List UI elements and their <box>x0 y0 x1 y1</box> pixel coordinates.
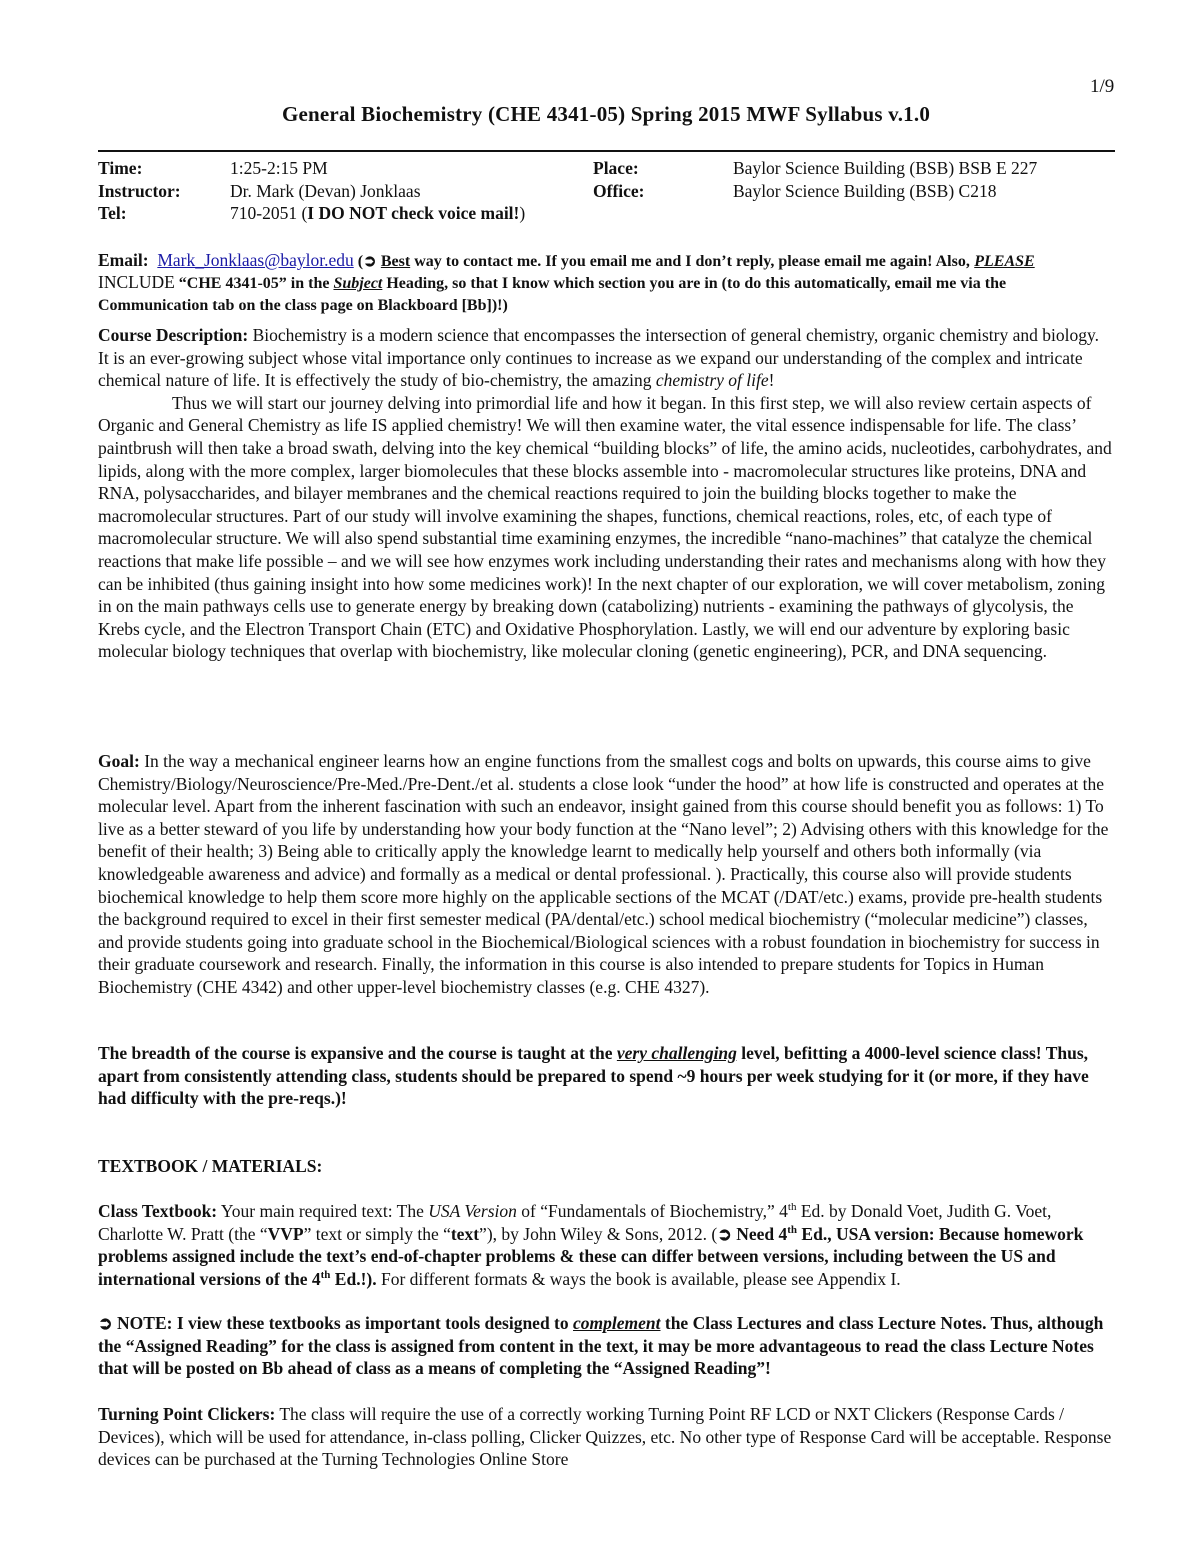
ct-vvp: VVP <box>267 1223 304 1244</box>
breadth-text1: The breadth of the course is expansive and the course is taught at the <box>98 1043 617 1063</box>
place-value: Baylor Science Building (BSB) BSB E 227 <box>733 158 1038 178</box>
course-description <box>98 324 1114 663</box>
ct-need1: ➲ Need 4 <box>717 1223 788 1244</box>
office-label: Office: <box>593 180 645 201</box>
goal-label: Goal: <box>98 751 140 771</box>
arrow-icon: ➲ <box>363 253 377 270</box>
clickers-label: Turning Point Clickers: <box>98 1404 276 1424</box>
email-text1: way to contact me. If you email me and I don’t reply, please email me again! Also, <box>410 253 970 270</box>
document-title: General Biochemistry (CHE 4341-05) Spring 2015 MWF Syllabus v.1.0 <box>281 102 931 126</box>
email-label: Email: <box>98 250 149 270</box>
clickers-text: The class will require the use of a correctly working Turning Point RF LCD or NXT Clickers (Response Cards / Devices), which will be used for attendance, in-class polling, Clicker Quizzes, etc. No other type of Response Card will be acceptable. Response devices can be purchased at the Turning Technologies Online Store <box>98 1404 1112 1470</box>
ct-usa: USA Version <box>428 1201 517 1221</box>
course-description-p2: Thus we will start our journey delving into primordial life and how it began. In this first step, we will also review certain aspects of Organic and General Chemistry as life IS applied chemistry! We will then examine water, the vital essence indispensable for life. The class’ paintbrush will then take a broad swath, delving into the key chemical “building blocks” of life, the amino acids, nucleotides, carbohydrates, and lipids, along with the more complex, larger biomolecules that these blocks assemble into - macromolecular structures like proteins, DNA and RNA, polysaccharides, and bilayer membranes and the chemical reactions required to join the building blocks together to make the macromolecular structures. Part of our study will involve examining the shapes, functions, chemical reactions, roles, etc, of each type of macromolecular structure. We will also spend substantial time examining enzymes, the incredible “nano-machines” that catalyze the chemical reactions that make life possible – and we will see how enzymes work including understanding their rates and mechanisms along with how they can be inhibited (thus gaining insight into how some medicines work)! In the next chapter of our exploration, we will cover metabolism, zoning in on the main pathways cells use to generate energy by breaking down (catabolizing) nutrients - examining the pathways of glycolysis, the Krebs cycle, and the Electron Transport Chain (ETC) and Oxidative Phosphorylation. Lastly, we will end our adventure by exploring basic molecular biology techniques that overlap with biochemistry, like molecular cloning (genetic engineering), PCR, and DNA sequencing. <box>98 392 1112 662</box>
place-label: Place: <box>593 158 639 178</box>
email-subject: Subject <box>333 275 383 292</box>
info-row-time <box>98 157 1114 180</box>
ct-t1: Your main required text: The <box>217 1201 429 1221</box>
class-textbook-section <box>98 1200 1114 1290</box>
ct-t3: Ed. by Donald Voet, Judith G. Voet, Charlotte W. Pratt (the “ <box>98 1201 1052 1244</box>
textbook-heading: TEXTBOOK / MATERIALS: <box>98 1156 323 1176</box>
breadth-statement <box>98 1042 1114 1110</box>
ct-need3: Ed.!). <box>330 1268 377 1289</box>
breadth-text2: level, befitting a 4000-level science class! Thus, apart from consistently attending class, students should be prepared to spend ~9 hours per week studying for it (or more, if they have had difficulty with the pre-reqs.)! <box>98 1043 1089 1109</box>
course-description-label: Course Description: <box>98 325 249 345</box>
class-textbook-label: Class Textbook: <box>98 1201 218 1221</box>
info-row-tel <box>98 202 1114 225</box>
instructor-value: Dr. Mark (Devan) Jonklaas <box>230 180 421 201</box>
email-open: ( <box>353 253 364 270</box>
email-section <box>98 250 1114 316</box>
note-complement: complement <box>573 1313 661 1333</box>
ct-t2: of “Fundamentals of Biochemistry,” 4 <box>516 1201 788 1221</box>
email-best: Best <box>380 253 411 270</box>
ct-t5: ”), by John Wiley & Sons, 2012. ( <box>479 1223 718 1244</box>
office-value: Baylor Science Building (BSB) C218 <box>733 180 997 201</box>
ct-th: th <box>787 1201 797 1214</box>
ct-th-3: th <box>320 1268 331 1281</box>
email-include: INCLUDE <box>98 272 175 292</box>
time-value: 1:25-2:15 PM <box>230 158 328 178</box>
note-text1: ➲ NOTE: I view these textbooks as important tools designed to <box>98 1313 574 1333</box>
goal-text: In the way a mechanical engineer learns how an engine functions from the smallest cogs and bolts on upwards, this course aims to give Chemistry/Biology/Neuroscience/Pre-Med./Pre-Dent./et al. students a close look “under the hood” at how life is constructed and operates at the molecular level. Apart from the inherent fascination with such an endeavor, insight gained from this course should benefit you as follows: 1) To live as a better steward of you life by understanding how your body function at the “Nano level”; 2) Advising others with this knowledge for the benefit of their health; 3) Being able to critically apply the knowledge learnt to medically help yourself and others both informally (via knowledgeable awareness and advice) and formally as a medical or dental professional. ). Practically, this course also will provide students biochemical knowledge to help them score more highly on the applicable sections of the MCAT (/DAT/etc.) exams, provide pre-health students the background required to excel in their first semester medical (PA/dental/etc.) school medical biochemistry (“molecular medicine”) classes, and provide students going into graduate school in the Biochemical/Biological sciences with a robust foundation in biochemistry for success in their graduate coursework and research. Finally, the information in this course is also intended to prepare students for Topics in Human Biochemistry (CHE 4342) and other upper-level biochemistry classes (e.g. CHE 4327). <box>98 751 1109 997</box>
note-text2: the Class Lectures and class Lecture Notes. Thus, although the “Assigned Reading” for the class is assigned from content in the text, it may be more advantageous to read the class Lecture Notes that will be posted on Bb ahead of class as a means of completing the “Assigned Reading”! <box>98 1313 1104 1379</box>
course-info-table <box>98 157 1114 225</box>
email-link[interactable]: Mark_Jonklaas@baylor.edu <box>157 250 354 270</box>
course-description-p1-end: ! <box>768 370 775 391</box>
course-description-italic: chemistry of life <box>655 370 769 391</box>
ct-th-2: th <box>787 1223 798 1236</box>
title-divider <box>98 150 1115 152</box>
clickers-section <box>98 1403 1114 1471</box>
ct-text: text <box>450 1223 480 1244</box>
tel-label: Tel: <box>98 203 127 223</box>
email-please: PLEASE <box>974 253 1035 270</box>
tel-close: ) <box>519 203 526 223</box>
tel-note: I DO NOT check voice mail! <box>307 203 520 223</box>
info-row-instructor <box>98 180 1114 203</box>
email-text2: “CHE 4341-05” in the <box>174 275 334 292</box>
note-section <box>98 1312 1114 1380</box>
ct-need2: Ed., USA version: Because homework problems assigned include the text’s end-of-chapter problems & these can differ between versions, including between the US and international versions of the 4 <box>98 1223 1084 1289</box>
time-label: Time: <box>98 158 143 178</box>
ct-t6: For different formats & ways the book is available, please see Appendix I. <box>376 1268 901 1289</box>
tel-number: 710-2051 ( <box>230 203 308 223</box>
page-number: 1/9 <box>1090 76 1115 97</box>
email-text3: Heading, so that I know which section you are in (to do this automatically, email me via the Communication tab on the class page on Blackboard [Bb])!) <box>98 275 1007 314</box>
ct-t4: ” text or simply the “ <box>303 1223 451 1244</box>
tel-value <box>230 202 525 225</box>
course-description-p1: Biochemistry is a modern science that encompasses the intersection of general chemistry, organic chemistry and biology. It is an ever-growing subject whose vital importance only continues to increase as we expand our understanding of the complex and intricate chemical nature of life. It is effectively the study of bio-chemistry, the amazing <box>98 325 1099 391</box>
breadth-emphasis: very challenging <box>616 1043 737 1063</box>
goal-section <box>98 750 1114 999</box>
instructor-label: Instructor: <box>98 180 181 201</box>
